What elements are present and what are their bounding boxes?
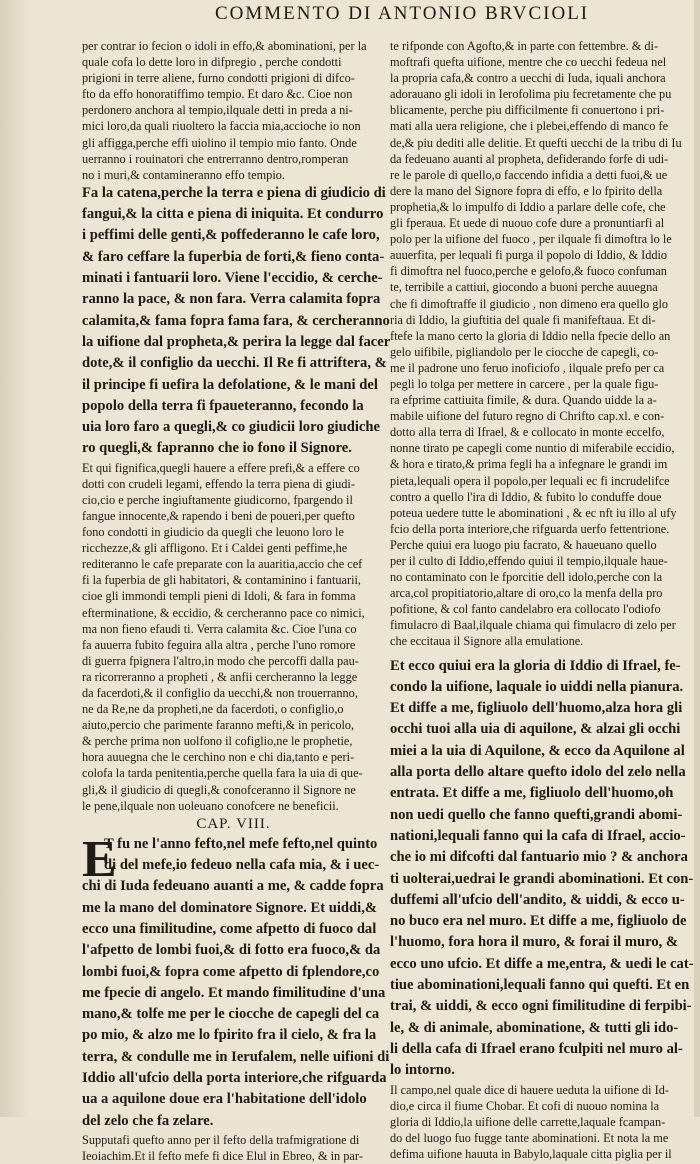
text-line: l'huomo, fora hora il muro, & forai il muro, & <box>390 934 679 951</box>
text-line: polo per la uifione del fuoco , per ilquale fi dimoftra lo le <box>390 232 672 247</box>
text-line: ti uolterai,uedrai le grandi abominationi. Et con‑ <box>390 870 694 887</box>
text-line: fto da effo honoratiffimo tempio. Et daro &c. Cioe non <box>82 87 353 102</box>
text-line: di del mefe,io fedeuo nella cafa mia, & i uec‑ <box>104 857 380 874</box>
text-line: la uifione dal propheta,& perira la legge dal facer <box>82 333 391 350</box>
text-line: occhi tuoi alla uia di aquilone, & alzai gli occhi <box>390 721 681 738</box>
text-line: da facerdoti,& il configlio da uecchi,& non trouerranno, <box>82 686 358 701</box>
scripture-paragraph-3 <box>390 656 692 1082</box>
text-line: l'afpetto de lombi fuoi,& di fotto era fuoco,& da <box>82 942 381 959</box>
text-line: defima uifione hauuta in Babylo,laquale citta piglia per il <box>390 1146 672 1161</box>
text-line: Il campo,nel quale dice di hauere ueduta la uifione di Id‑ <box>390 1082 669 1097</box>
text-line: fi dimoftra nel fuoco,perche e gelofo,& fuoco confuman <box>390 264 667 279</box>
text-line: duffemi all'ufcio dell'andito, & uiddi, & ecco u‑ <box>390 891 685 908</box>
text-line: poteua uedere tutte le abominationi , & ec nft iu illo al ufy <box>390 505 677 520</box>
page-edge <box>694 0 700 1117</box>
text-line: Perche quiui era luogo piu facrato, & haueuano quello <box>390 537 657 552</box>
text-line: perdonero anchora al tempio,ilquale detti in preda a ni‑ <box>82 103 353 118</box>
text-line: dotto alla terra di Ifrael, & e collocato in monte eccelfo, <box>390 425 665 440</box>
text-line: blicamente, perche piu difficilmente fi conuertono i pri‑ <box>390 103 665 118</box>
text-line: prophetia,& lo impulfo di Iddio a parlare delle cofe, che <box>390 199 666 214</box>
text-line: li della cafa di Ifrael erano fculpiti nel muro al‑ <box>390 1040 683 1057</box>
text-line: Supputafi quefto anno per il fefto della trafmigratione di <box>82 1132 360 1147</box>
text-line: Et qui fignifica,quegli hauere a effere prefi,& a effere co <box>82 460 360 475</box>
text-line: che eccitaua il Signore alla emulatione. <box>390 634 584 649</box>
text-line: ua a aquilone doue era l'habitatione dell'idolo <box>82 1091 367 1108</box>
text-line: mici loro,da quali riuoltero la faccia mia,accioche io non <box>82 119 361 134</box>
text-line: T fu ne l'anno fefto,nel mefe fefto,nel quinto <box>104 835 378 852</box>
text-line: colofa la tarda penitentia,perche quella fara la uia di que‑ <box>82 766 363 781</box>
text-line: moftrafi quefta uifione, mentre che co uecchi fedeua nel <box>390 55 667 70</box>
scripture-paragraph-2 <box>82 876 390 1132</box>
text-line: le pene,ilquale non uoleuano conofcere ne beneficii. <box>82 798 339 813</box>
text-line: gli fperaua. Et uede di nuouo cofe dure a pronuntiarfi al <box>390 216 665 231</box>
text-line: di guerra fpignera l'altro,in modo che percoffi dalla pau‑ <box>82 653 359 668</box>
text-line: chi di Iuda fedeuano auanti a me, & cadde fopra <box>82 878 384 895</box>
text-line: no contaminato con le fporcitie dell idolo,perche con la <box>390 570 663 585</box>
text-line: ra ricorreranno a propheti , & anfii cercheranno la legge <box>82 669 358 684</box>
text-line: ecco uno ufcio. Et diffe a me,entra, & uedi le cat‑ <box>390 955 694 972</box>
text-line: te, terribile a cattiui, giocondo a buoni perche auuegna <box>390 280 658 295</box>
text-line: uia loro faro a quegli,& co giudicii loro giudiche <box>82 419 380 436</box>
text-line: che fi dimoftraffe il giudicio , non dimeno era quello glo <box>390 296 669 311</box>
text-line: non uedi quello che fanno quefti,grandi abomi‑ <box>390 806 683 823</box>
text-line: pieta,lequali opera il popolo,per lequali ec fi incrudelifce <box>390 473 670 488</box>
text-line: minati i fantuarii loro. Viene l'eccidio, & cerche‑ <box>82 270 383 287</box>
text-line: po mio, & alzo me lo fpirito fra il cielo, & fra la <box>82 1027 377 1044</box>
text-line: gloria di Iddio,la uifione delle carrette,laquale fcampan‑ <box>390 1114 666 1129</box>
text-line: per contrar io fecion o idoli in effo,& abominationi, per la <box>82 39 367 53</box>
text-line: pegli lo tolga per mettere in carcere , per la quale figu‑ <box>390 376 659 391</box>
text-line: fa auuerra fubito feguira alla altra , perche l'uno romore <box>82 637 356 652</box>
text-line: miei a la uia di Aquilone, & ecco da Aquilone al <box>390 742 685 759</box>
commentary-paragraph-2 <box>82 460 385 814</box>
text-line: Ieoiachim.Et il fefto mefe fi dice Elul in Ebreo, & in par‑ <box>82 1149 364 1164</box>
text-line: ftefe la mano certo la gloria di Iddio nella fpecie dello an <box>390 328 671 343</box>
text-line: i peffimi delle genti,& poffederanno le cafe loro, <box>82 227 380 244</box>
text-line: che io mi difcofti dal fantuario mio ? & anchora <box>390 849 688 866</box>
text-line: & hora e tirato,& prima fegli ha a infegnare le grandi im <box>390 457 668 472</box>
text-line: fangui,& la citta e piena di iniquita. Et condurro <box>82 206 384 223</box>
text-line: ro quegli,& fapranno che io fono il Signore. <box>82 440 352 457</box>
text-line: fcio della porta interiore,che rifguarda uerfo fettentrione. <box>390 521 670 536</box>
drop-capital: E <box>82 830 117 888</box>
text-line: aiuto,percio che parimente faranno mefti,& in pericolo, <box>82 718 355 733</box>
text-line: da fedeuano auanti al propheta, defiderando forfe di udi‑ <box>390 151 669 166</box>
text-line: hora auuegna che le cerchino non e chi dia,tanto e peri‑ <box>82 750 355 765</box>
text-line: dote,& il configlio da uecchi. Il Re fi attriftera, & <box>82 355 387 372</box>
text-line: uerranno i rouinatori che entrerranno dentro,romperan <box>82 151 349 166</box>
text-line: lombi fuoi,& fopra come afpetto di fplendore,co <box>82 963 380 980</box>
text-line: Iddio all'ufcio della porta interiore,che rifguarda <box>82 1070 387 1087</box>
text-line: pofitione, & col fanto candelabro era collocato l'odiofo <box>390 602 661 617</box>
text-line: popolo della terra fi fpaueteranno, fecondo la <box>82 397 364 414</box>
text-line: trai, & uiddi, & ecco ogni fimilitudine di ferpibi‑ <box>390 998 692 1015</box>
text-line: fangue innocente,& rapendo i beni de poueri,per quefto <box>82 508 355 523</box>
text-line: per il culto di Iddio,effendo quiui il tempio,ilquale haue‑ <box>390 554 668 568</box>
running-header: COMMENTO DI ANTONIO BRVCIOLI <box>215 3 590 24</box>
text-line: re le parole di quello,o faccendo infidia a detti fuoi,& ue <box>390 167 668 182</box>
text-line: contro a quello l'ira di Iddio, & fubito lo conduffe doue <box>390 489 662 504</box>
text-line: la propria cafa,& contro a uecchi di Iuda, iquali anchora <box>390 71 666 86</box>
text-line: me la mano del dominatore Signore. Et uiddi,& <box>82 899 378 916</box>
text-line: fono condotti in giudicio da quegli che leuono loro le <box>82 525 344 540</box>
text-line: condo la uifione, laquale io uiddi nella pianura. <box>390 678 684 695</box>
text-line: ecco una fimilitudine, come afpetto di fuoco dal <box>82 920 377 937</box>
commentary-paragraph-3 <box>82 1132 385 1164</box>
text-line: ne da Re,ne da propheti,ne da facerdoti, o configlio,o <box>82 702 344 717</box>
text-line: calamita,& fama fopra fama fara, & cercheranno <box>82 312 390 329</box>
text-line: del zelo che fa zelare. <box>82 1112 214 1129</box>
text-line: & perche prima non uolfono il cofiglio,ne le prophetie, <box>82 734 353 749</box>
text-line: nationi,lequali fanno qui la cafa di Ifrael, accio‑ <box>390 827 686 844</box>
chapter-heading: CAP. VIII. <box>196 815 271 832</box>
text-line: dotti con crudeli legami, effendo la terra piena di giudi‑ <box>82 476 355 491</box>
text-line: cioe gli immondi templi pieni di Idoli, & fara in fomma <box>82 589 356 604</box>
text-line: ma non fieno efaudi ti. Verra calamita &c. Cioe l'una co <box>82 621 357 636</box>
text-line: de,& piu dediti alle delitie. Et quefti uecchi de la tribu di Iu <box>390 135 682 150</box>
text-line: gli affigga,perche effi uiolino il tempio mio fanto. Onde <box>82 135 357 150</box>
commentary-paragraph-5 <box>390 1082 692 1162</box>
text-line: dere la mano del Signore fopra di effo, e lo fpirito della <box>390 183 663 198</box>
text-line: efterminatione, & eccidio, & cercheranno pace co nimici, <box>82 605 365 620</box>
commentary-paragraph-1 <box>82 38 385 183</box>
text-line: auuerfita, per lequali fi purga il popolo di Iddio, & Iddio <box>390 248 668 263</box>
text-line: nonne tirato pe capegli come nuntio di miferabile eccidio, <box>390 441 675 456</box>
text-line: ra efprime cattiuita fimile, & dura. Quando uidde la a‑ <box>390 393 657 408</box>
text-line: il principe fi uefira la defolatione, & le mani del <box>82 376 378 393</box>
text-line: ria di Iddio, la giuftitia del quale fi manifeftaua. Et di‑ <box>390 312 656 327</box>
text-line: tiue abominationi,lequali fanno qui quefti. Et en <box>390 977 690 994</box>
page-binding-shadow <box>0 0 30 1117</box>
text-line: terra, & condulle me in Ierufalem, nelle uifioni di <box>82 1048 390 1065</box>
text-line: me fpecie di angelo. Et mando fimilitudine d'una <box>82 984 386 1001</box>
text-line: fi la fuperbia de gli habitatori, & contaminino i fantuarii, <box>82 573 361 588</box>
text-line: fimulacro di Baal,ilquale chiama qui fimulacro di zelo per <box>390 618 676 633</box>
text-line: Et ecco quiui era la gloria di Iddio di Ifrael, fe‑ <box>390 657 681 674</box>
text-line: mati alla uera religione, che i plebei,effendo di manco fe <box>390 119 669 134</box>
text-line: quale cofa lo dette loro in difpregio , perche condotti <box>82 55 342 70</box>
right-column <box>390 38 694 1161</box>
text-line: dio,e circa il fiume Chobar. Et cofi di nuouo nomina la <box>390 1098 660 1113</box>
text-line: & faro ceffare la fuperbia de forti,& fieno conta‑ <box>82 248 385 265</box>
text-line: Et diffe a me, figliuolo dell'huomo,alza hora gli <box>390 700 683 717</box>
text-line: gelo uifibile, pigliandolo per le ciocche de capegli, co‑ <box>390 344 659 359</box>
text-line: prigioni in terre aliene, furno condotti prigioni di difco‑ <box>82 71 355 86</box>
text-line: mabile uifione del futuro regno di Chrifto cap.xl. e con‑ <box>390 409 665 424</box>
text-line: rediteranno le cafe preparate con la auaritia,accio che cef <box>82 557 363 572</box>
text-line: le, & di animale, abominatione, & tutti gli ido‑ <box>390 1019 679 1036</box>
text-line: ricchezze,& gli affligono. Et i Caldei genti peffime,he <box>82 541 348 556</box>
text-line: alla porta dello altare quefto idolo del zelo nella <box>390 764 686 781</box>
text-line: do del luogo fuo fugge tante abominationi. Et nota la me <box>390 1130 669 1145</box>
scripture-paragraph-1 <box>82 183 391 460</box>
text-line: te rifponde con Agofto,& in parte con fettembre. & di‑ <box>390 39 659 53</box>
text-line: no i muri,& contamineranno effo tempio. <box>82 167 285 182</box>
text-line: arca,col propitiatorio,altare di oro,co la menfa della pro <box>390 586 663 601</box>
text-line: entrata. Et diffe a me, figliuolo dell'huomo,oh <box>390 785 674 802</box>
commentary-paragraph-4 <box>390 38 692 650</box>
text-line: lo intorno. <box>390 1062 455 1079</box>
text-line: adorauano gli idoli in Ierofolima piu fecretamente che pu <box>390 87 672 102</box>
text-line: mano,& tolfe me per le ciocche de capegli del ca <box>82 1006 380 1023</box>
text-line: me il padrone uno feruo inoficiofo , ilquale prefo per ca <box>390 360 665 375</box>
scripture-opening-lines <box>82 834 385 877</box>
text-line: no buco era nel muro. Et diffe a me, figliuolo de <box>390 913 687 930</box>
text-line: Fa la catena,perche la terra e piena di giudicio di <box>82 184 386 201</box>
text-line: gli,& il giudicio di quegli,& conofceranno il Signore ne <box>82 782 356 797</box>
left-column <box>82 38 391 1164</box>
text-line: ranno la pace, & non fara. Verra calamita fopra <box>82 291 381 308</box>
text-line: cio,cio e perche ingiuftamente giudicorno, fpargendo il <box>82 492 353 507</box>
